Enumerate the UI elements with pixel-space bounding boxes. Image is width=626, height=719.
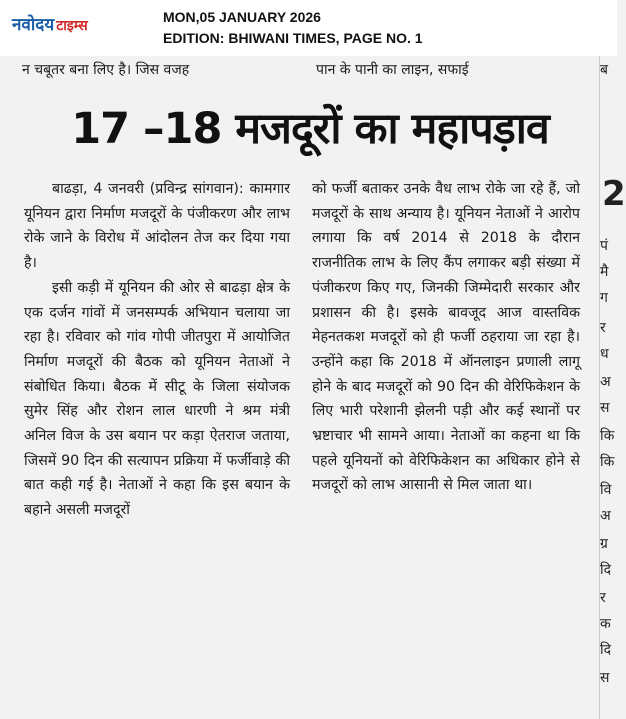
article-column-2: [312, 177, 580, 699]
article-column-1: [24, 177, 290, 699]
adjacent-fragment: मै: [600, 264, 609, 280]
adjacent-fragment: ग्र: [600, 536, 608, 552]
article-paragraph: को फर्जी बताकर उनके वैध लाभ रोके जा रहे हैं, जो मजदूरों के साथ अन्याय है। यूनियन नेताओं ने आरोप लगाया कि वर्ष 2014 से 2018 के दौरान राजनीतिक लाभ के लिए कैंप लगाकर बड़ी संख्या में पंजीकरण किए गए, जिनकी जिम्मेदारी सरकार और प्रशासन की है। इसके बावजूद आज वास्तविक मेहनतकश मजदूरों को ही फर्जी ठहराया जा रहा है। उन्होंने कहा कि 2018 में ऑनलाइन प्रणाली लागू होने के बाद मजदूरों को 90 दिन की वेरिफिकेशन के लिए भारी परेशानी झेलनी पड़ी और कई स्थानों पर भ्रष्टाचार भी सामने आया। नेताओं का कहना था कि पहले यूनियनों को वेरिफिकेशन का अधिकार होने से मजदूरों को लाभ आसानी से मिल जाता था।: [312, 181, 580, 494]
previous-story-fragment-right: ब: [600, 62, 608, 78]
adjacent-fragment: ग: [600, 290, 608, 306]
edition-date: MON,05 JANUARY 2026: [163, 9, 321, 25]
newspaper-logo: [12, 12, 88, 35]
adjacent-fragment: दि: [600, 562, 612, 578]
logo-sub-text: टाइम्स: [56, 18, 88, 34]
article-paragraph: इसी कड़ी में यूनियन की ओर से बाढड़ा क्षेत्र के एक दर्जन गांवों में जनसम्पर्क अभियान चलाया जा रहा है। रविवार को गांव गोपी जीतपुरा में आयोजित निर्माण मजदूरों की बैठक को यूनियन नेताओं ने संबोधित किया। बैठक में सीटू के जिला संयोजक सुमेर सिंह और रोशन लाल धारणी ने श्रम मंत्री अनिल विज के उस बयान पर कड़ा ऐतराज जताया, जिसमें 90 दिन की सत्यापन प्रक्रिया में फर्जीवाड़े की बात कही गई है। नेताओं ने कहा कि इस बयान के बहाने असली मजदूरों: [24, 279, 290, 519]
adjacent-fragment: र: [600, 590, 606, 606]
edition-info: EDITION: BHIWANI TIMES, PAGE NO. 1: [163, 30, 423, 46]
adjacent-fragment: अ: [600, 508, 611, 524]
masthead-bar: [0, 0, 617, 56]
previous-story-fragment-middle: पान के पानी का लाइन, सफाई: [316, 62, 469, 78]
adjacent-fragment: वि: [600, 482, 612, 498]
adjacent-fragment: र: [600, 320, 606, 336]
logo-main-text: नवोदय: [12, 15, 55, 35]
adjacent-fragment: दि: [600, 642, 612, 658]
adjacent-fragment: क: [600, 616, 611, 632]
adjacent-fragment: अ: [600, 374, 611, 390]
adjacent-story-strip: [598, 56, 626, 719]
adjacent-fragment: स: [600, 670, 610, 686]
adjacent-fragment: पं: [600, 238, 608, 254]
adjacent-story-glyph: 2: [602, 174, 626, 214]
adjacent-fragment: कि: [600, 454, 615, 470]
article-paragraph: बाढड़ा, 4 जनवरी (प्रविन्द्र सांगवान): कामगार यूनियन द्वारा निर्माण मजदूरों के पंजीकरण और लाभ रोके जाने के विरोध में आंदोलन तेज कर दिया गया है।: [24, 181, 290, 272]
adjacent-fragment: कि: [600, 428, 615, 444]
previous-story-fragment-left: न चबूतर बना लिए है। जिस वजह: [22, 62, 190, 78]
adjacent-fragment: ध: [600, 346, 609, 362]
article-headline: 17 –18 मजदूरों का महापड़ाव: [71, 104, 549, 154]
adjacent-fragment: स: [600, 400, 610, 416]
